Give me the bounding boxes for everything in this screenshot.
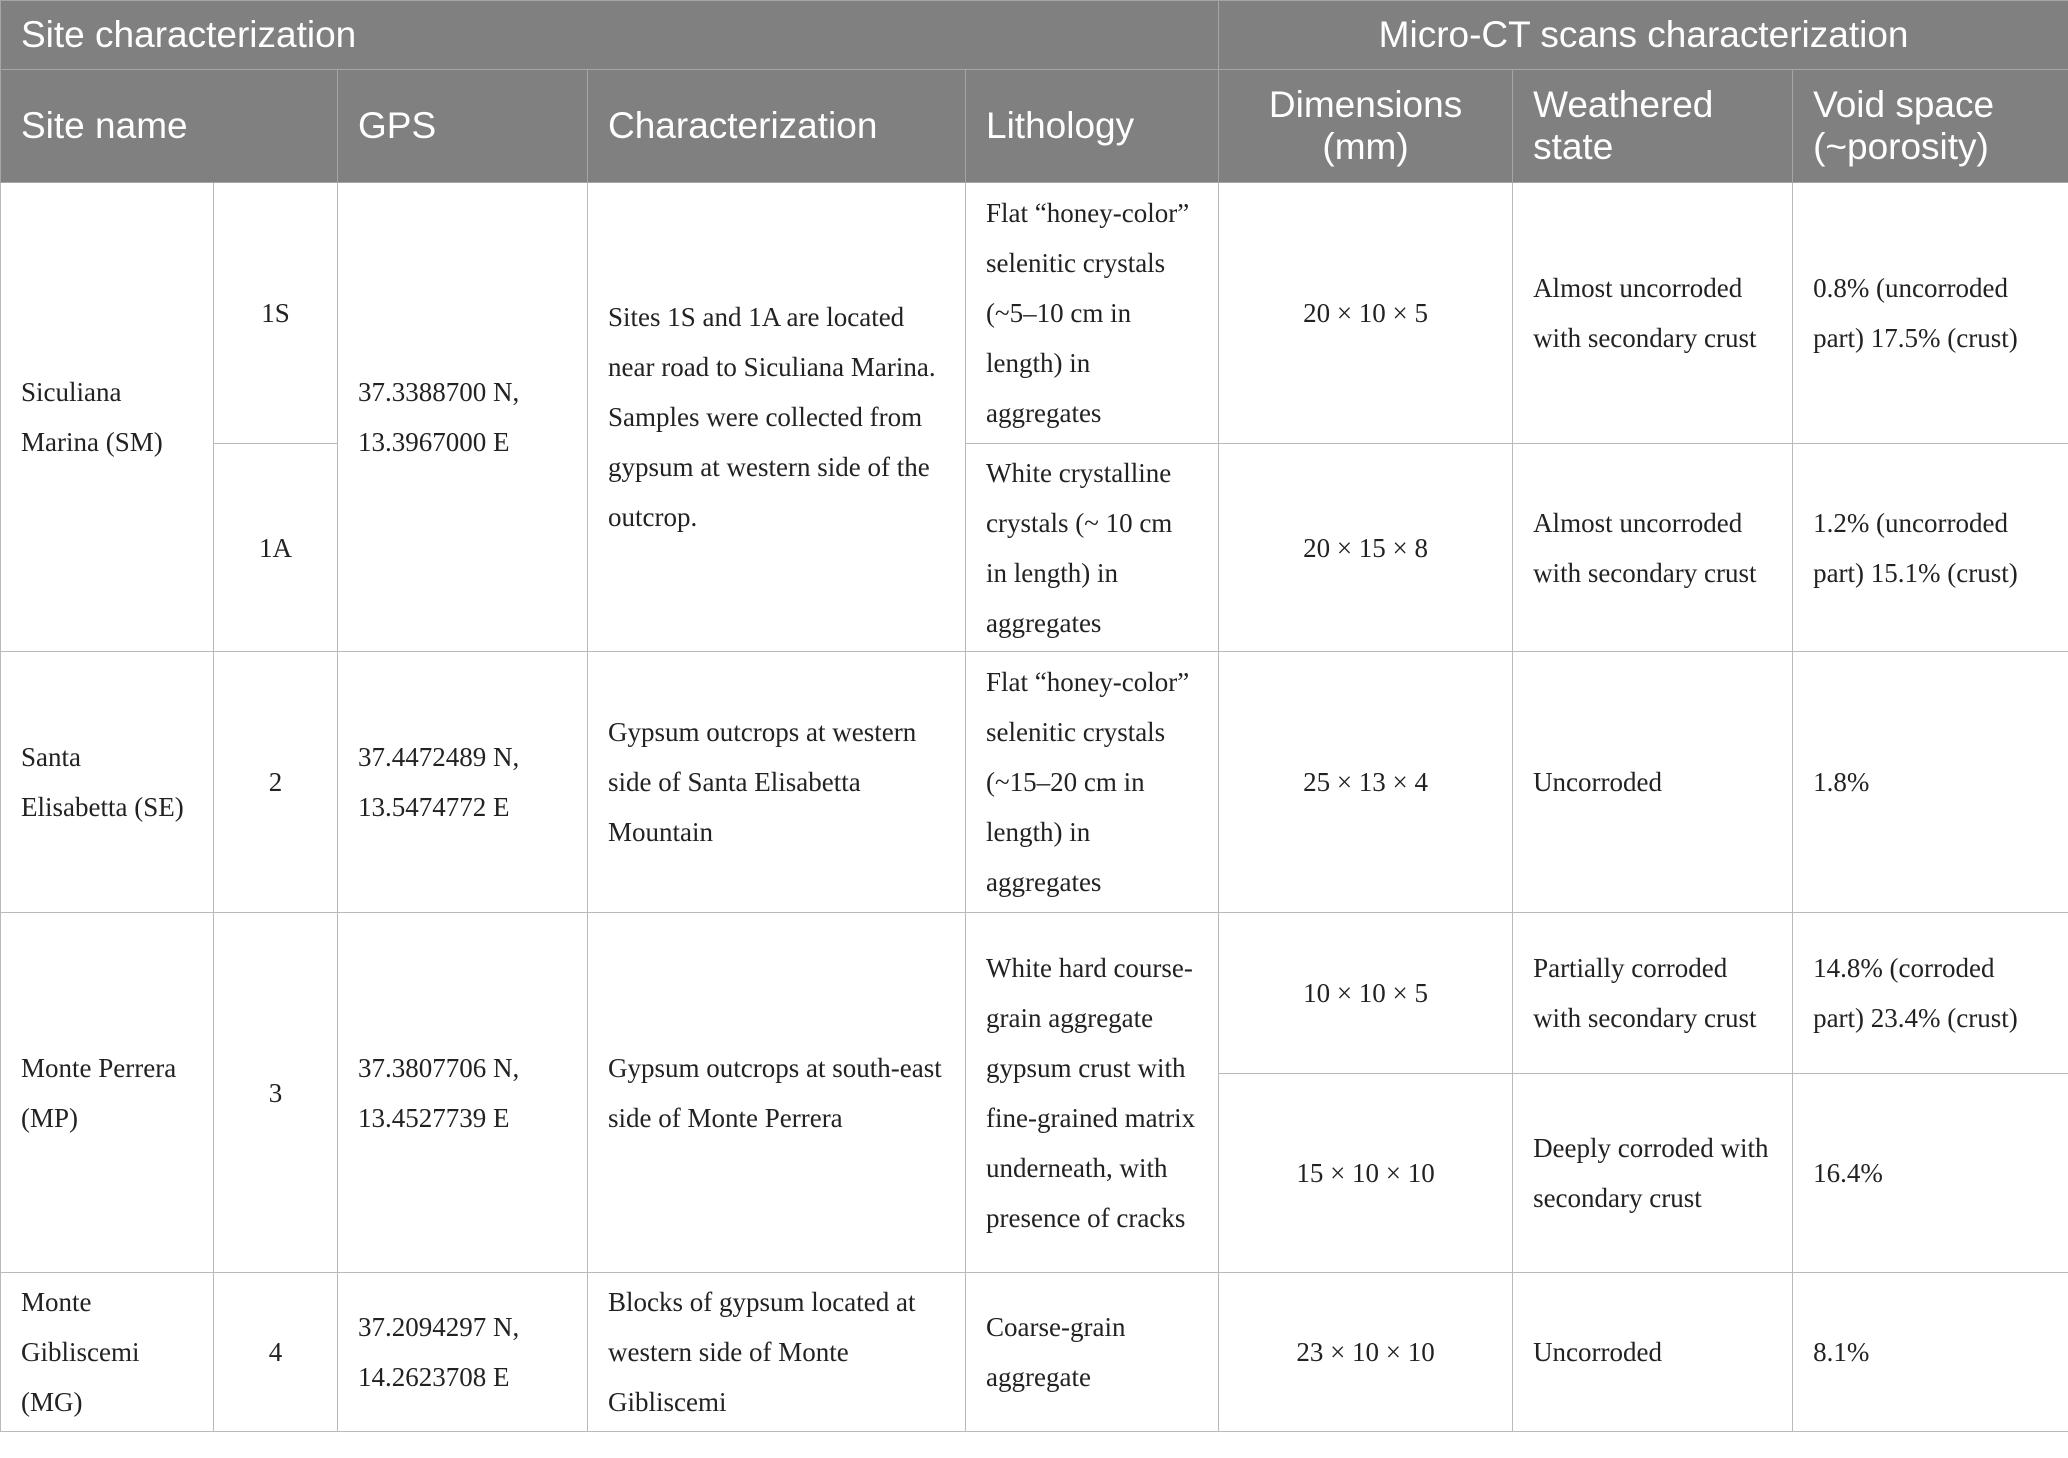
weathered-state-cell: Uncorroded <box>1513 652 1793 913</box>
sample-id-cell: 1S <box>214 183 338 444</box>
dimensions-cell: 15 × 10 × 10 <box>1219 1074 1513 1273</box>
site-name-cell: Siculiana Marina (SM) <box>1 183 214 652</box>
group-header-site: Site characterization <box>1 1 1219 70</box>
lithology-cell: White hard course-grain aggregate gypsum crust with fine-grained matrix underneath, with presence of cracks <box>966 913 1219 1273</box>
col-header-site-name: Site name <box>1 70 338 183</box>
weathered-state-cell: Uncorroded <box>1513 1273 1793 1432</box>
lithology-cell: Flat “honey-color” selenitic crystals (~5–10 cm in length) in aggregates <box>966 183 1219 444</box>
void-space-cell: 1.2% (uncorroded part) 15.1% (crust) <box>1793 444 2068 652</box>
void-space-cell: 8.1% <box>1793 1273 2068 1432</box>
weathered-state-cell: Almost uncorroded with secondary crust <box>1513 183 1793 444</box>
col-header-weathered-state: Weathered state <box>1513 70 1793 183</box>
void-space-cell: 0.8% (uncorroded part) 17.5% (crust) <box>1793 183 2068 444</box>
weathered-state-cell: Partially corroded with secondary crust <box>1513 913 1793 1074</box>
col-header-dimensions: Dimensions (mm) <box>1219 70 1513 183</box>
weathered-state-cell: Deeply corroded with secondary crust <box>1513 1074 1793 1273</box>
site-name-cell: Monte Perrera (MP) <box>1 913 214 1273</box>
col-header-lithology: Lithology <box>966 70 1219 183</box>
sample-id-cell: 3 <box>214 913 338 1273</box>
site-name-cell: Monte Gibliscemi (MG) <box>1 1273 214 1432</box>
sample-id-cell: 1A <box>214 444 338 652</box>
table-row <box>1 913 2068 1074</box>
characterization-cell: Sites 1S and 1A are located near road to Siculiana Marina. Samples were collected from gypsum at western side of the outcrop. <box>588 183 966 652</box>
gps-cell: 37.3807706 N, 13.4527739 E <box>338 913 588 1273</box>
lithology-cell: Coarse-grain aggregate <box>966 1273 1219 1432</box>
dimensions-cell: 20 × 10 × 5 <box>1219 183 1513 444</box>
col-header-void-space: Void space (~porosity) <box>1793 70 2068 183</box>
site-name-cell: Santa Elisabetta (SE) <box>1 652 214 913</box>
group-header-micro-ct: Micro-CT scans characterization <box>1219 1 2068 70</box>
weathered-state-cell: Almost uncorroded with secondary crust <box>1513 444 1793 652</box>
gps-cell: 37.2094297 N, 14.2623708 E <box>338 1273 588 1432</box>
sample-id-cell: 4 <box>214 1273 338 1432</box>
gps-cell: 37.3388700 N, 13.3967000 E <box>338 183 588 652</box>
gps-cell: 37.4472489 N, 13.5474772 E <box>338 652 588 913</box>
dimensions-cell: 23 × 10 × 10 <box>1219 1273 1513 1432</box>
void-space-cell: 14.8% (corroded part) 23.4% (crust) <box>1793 913 2068 1074</box>
column-header-row <box>1 70 2068 183</box>
group-header-row <box>1 1 2068 70</box>
table-row <box>1 1273 2068 1432</box>
lithology-cell: Flat “honey-color” selenitic crystals (~15–20 cm in length) in aggregates <box>966 652 1219 913</box>
sample-id-cell: 2 <box>214 652 338 913</box>
characterization-cell: Blocks of gypsum located at western side of Monte Gibliscemi <box>588 1273 966 1432</box>
col-header-characterization: Characterization <box>588 70 966 183</box>
table-row <box>1 444 2068 652</box>
void-space-cell: 1.8% <box>1793 652 2068 913</box>
characterization-cell: Gypsum outcrops at south-east side of Monte Perrera <box>588 913 966 1273</box>
col-header-gps: GPS <box>338 70 588 183</box>
dimensions-cell: 20 × 15 × 8 <box>1219 444 1513 652</box>
table-row <box>1 652 2068 913</box>
void-space-cell: 16.4% <box>1793 1074 2068 1273</box>
characterization-cell: Gypsum outcrops at western side of Santa Elisabetta Mountain <box>588 652 966 913</box>
table-row <box>1 183 2068 444</box>
dimensions-cell: 10 × 10 × 5 <box>1219 913 1513 1074</box>
dimensions-cell: 25 × 13 × 4 <box>1219 652 1513 913</box>
lithology-cell: White crystalline crystals (~ 10 cm in length) in aggregates <box>966 444 1219 652</box>
